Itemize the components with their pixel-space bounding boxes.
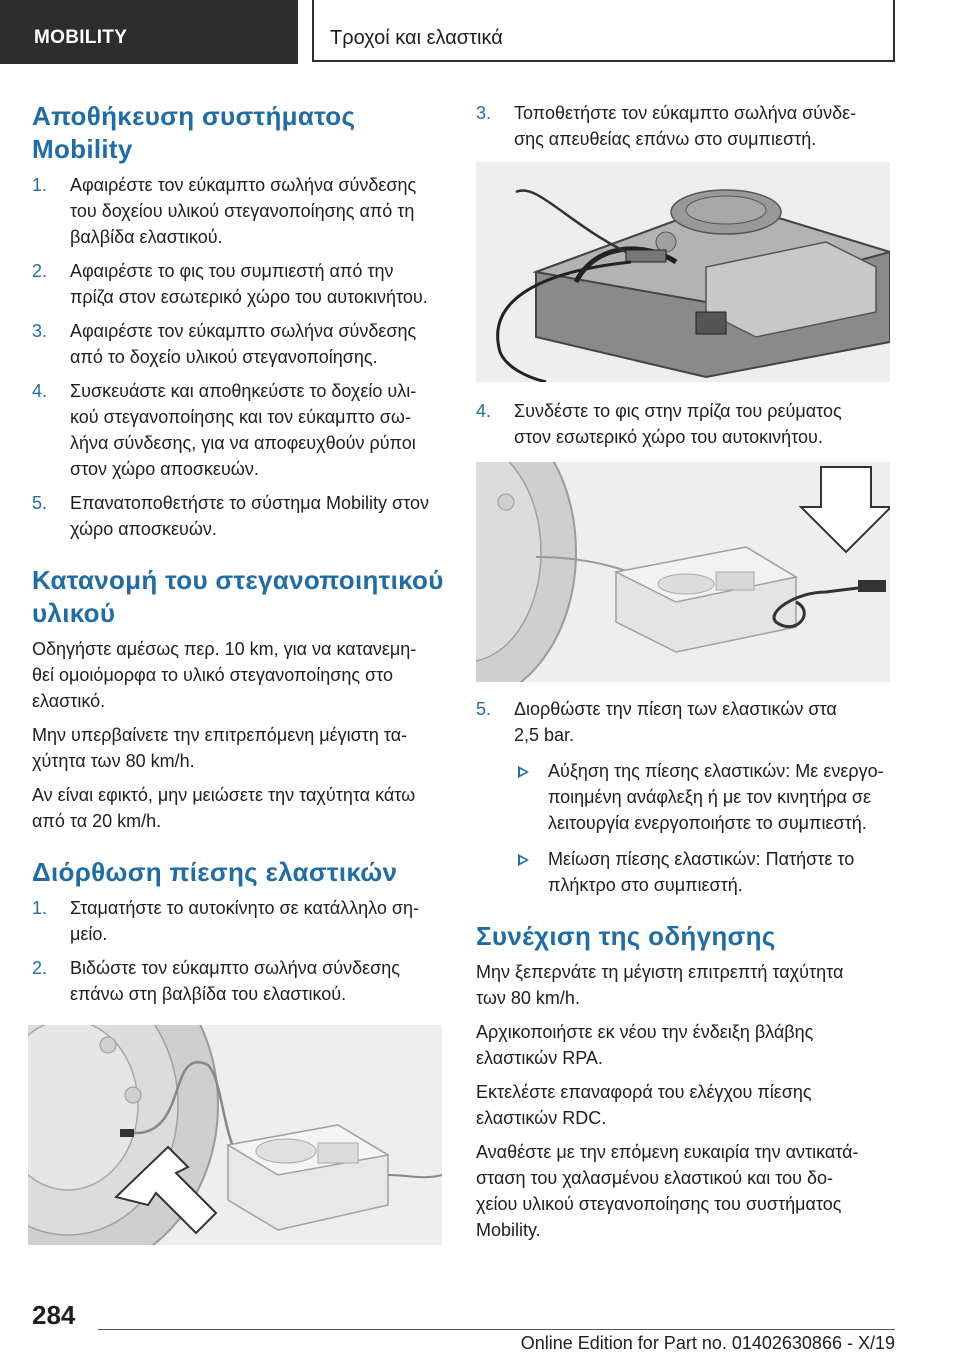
triangle-bullet-icon (518, 766, 529, 778)
tire-valve-illustration (28, 1025, 442, 1245)
step-number: 3. (32, 321, 48, 341)
step-number: 2. (32, 958, 48, 978)
step-number: 5. (476, 699, 492, 719)
continue-paragraph: Αναθέστε με την επόμενη ευκαιρία την αντικατά- σταση του χαλασμένου ελαστικού και του δο- χείου υλικού στεγανοποίησης του συστήματος Mobility. (476, 1142, 859, 1240)
list-item (32, 378, 444, 482)
page-number: 284 (32, 1300, 76, 1330)
step-text: Αφαιρέστε τον εύκαμπτο σωλήνα σύνδεσης του δοχείου υλικού στεγανοποίησης από τη βαλβίδα ελαστικού. (70, 175, 417, 247)
step-text: Επανατοποθετήστε το σύστημα Mobility στον χώρο αποσκευών. (70, 493, 429, 539)
continue-paragraph: Εκτελέστε επαναφορά του ελέγχου πίεσης ελαστικών RDC. (476, 1082, 812, 1128)
step-text: Συνδέστε το φις στην πρίζα του ρεύματος στον εσωτερικό χώρο του αυτοκινήτου. (514, 401, 842, 447)
step-number: 1. (32, 898, 48, 918)
step-text: Διορθώστε την πίεση των ελαστικών στα 2,5 bar. (514, 699, 837, 745)
right-steps-b (476, 398, 894, 450)
list-item (32, 490, 444, 542)
header-chapter-label: Τροχοί και ελαστικά (330, 27, 503, 49)
step-number: 5. (32, 493, 48, 513)
step-text: Αφαιρέστε τον εύκαμπτο σωλήνα σύνδεσης από το δοχείο υλικού στεγανοποίησης. (70, 321, 417, 367)
list-item (32, 318, 444, 370)
list-item (514, 846, 894, 898)
pressure-substeps (514, 758, 894, 898)
step-text: Βιδώστε τον εύκαμπτο σωλήνα σύνδεσης επάνω στη βαλβίδα του ελαστικού. (70, 958, 400, 1004)
left-column (32, 100, 444, 1245)
tire-valve-drawing (28, 1025, 442, 1245)
header-section-tab (0, 0, 298, 64)
correction-heading: Διόρθωση πίεσης ελαστικών (32, 857, 398, 887)
list-item (32, 172, 444, 250)
distribution-paragraph: Αν είναι εφικτό, μην μειώσετε την ταχύτητα κάτω από τα 20 km/h. (32, 785, 416, 831)
step-text: Συσκευάστε και αποθηκεύστε το δοχείο υλι- κού στεγανοποίησης και τον εύκαμπτο σω- λήνα σύνδεσης, για να αποφευχθούν ρύποι στον χώρο αποσκευών. (70, 381, 417, 479)
right-steps-c (476, 696, 894, 898)
compressor-illustration (476, 162, 890, 382)
substep-text: Αύξηση της πίεσης ελαστικών: Με ενεργο- ποιημένη ανάφλεξη ή με τον κινητήρα σε λειτουργία ενεργοποιήστε το συμπιεστή. (548, 761, 884, 833)
continue-heading: Συνέχιση της οδήγησης (476, 921, 776, 951)
list-item (32, 258, 444, 310)
distribution-paragraph: Οδηγήστε αμέσως περ. 10 km, για να κατανεμη- θεί ομοιόμορφα το υλικό στεγανοποίησης στο ελαστικό. (32, 639, 417, 711)
right-column (476, 100, 894, 1251)
list-item (476, 398, 894, 450)
continue-paragraph: Αρχικοποιήστε εκ νέου την ένδειξη βλάβης ελαστικών RPA. (476, 1022, 814, 1068)
step-text: Σταματήστε το αυτοκίνητο σε κατάλληλο ση- μείο. (70, 898, 419, 944)
distribution-heading: Κατανομή του στεγανοποιητικού υλικού (32, 565, 444, 628)
step-number: 2. (32, 261, 48, 281)
compressor-drawing (476, 162, 890, 382)
footer-divider (98, 1329, 895, 1330)
continue-paragraph: Μην ξεπερνάτε τη μέγιστη επιτρεπτή ταχύτητα των 80 km/h. (476, 962, 844, 1008)
storage-steps (32, 172, 444, 542)
list-item (32, 955, 444, 1007)
right-steps-a (476, 100, 894, 152)
step-number: 3. (476, 103, 492, 123)
list-item (32, 895, 444, 947)
step-number: 4. (476, 401, 492, 421)
step-text: Αφαιρέστε το φις του συμπιεστή από την πρίζα στον εσωτερικό χώρο του αυτοκινήτου. (70, 261, 428, 307)
power-socket-illustration (476, 462, 890, 682)
correction-steps (32, 895, 444, 1007)
header-chapter-tab (312, 0, 895, 62)
list-item (476, 696, 894, 898)
storage-heading: Αποθήκευση συστήματος Mobility (32, 101, 356, 164)
edition-note: Online Edition for Part no. 01402630866 - X/19 (520, 1333, 895, 1353)
substep-text: Μείωση πίεσης ελαστικών: Πατήστε το πλήκτρο στο συμπιεστή. (548, 849, 855, 895)
triangle-bullet-icon (518, 854, 529, 866)
step-number: 1. (32, 175, 48, 195)
list-item (476, 100, 894, 152)
step-number: 4. (32, 381, 48, 401)
step-text: Τοποθετήστε τον εύκαμπτο σωλήνα σύνδε- σης απευθείας επάνω στο συμπιεστή. (514, 103, 857, 149)
distribution-paragraph: Μην υπερβαίνετε την επιτρεπόμενη μέγιστη τα- χύτητα των 80 km/h. (32, 725, 408, 771)
list-item (514, 758, 894, 836)
power-socket-drawing (476, 462, 890, 682)
header-section-label: MOBILITY (34, 27, 128, 48)
